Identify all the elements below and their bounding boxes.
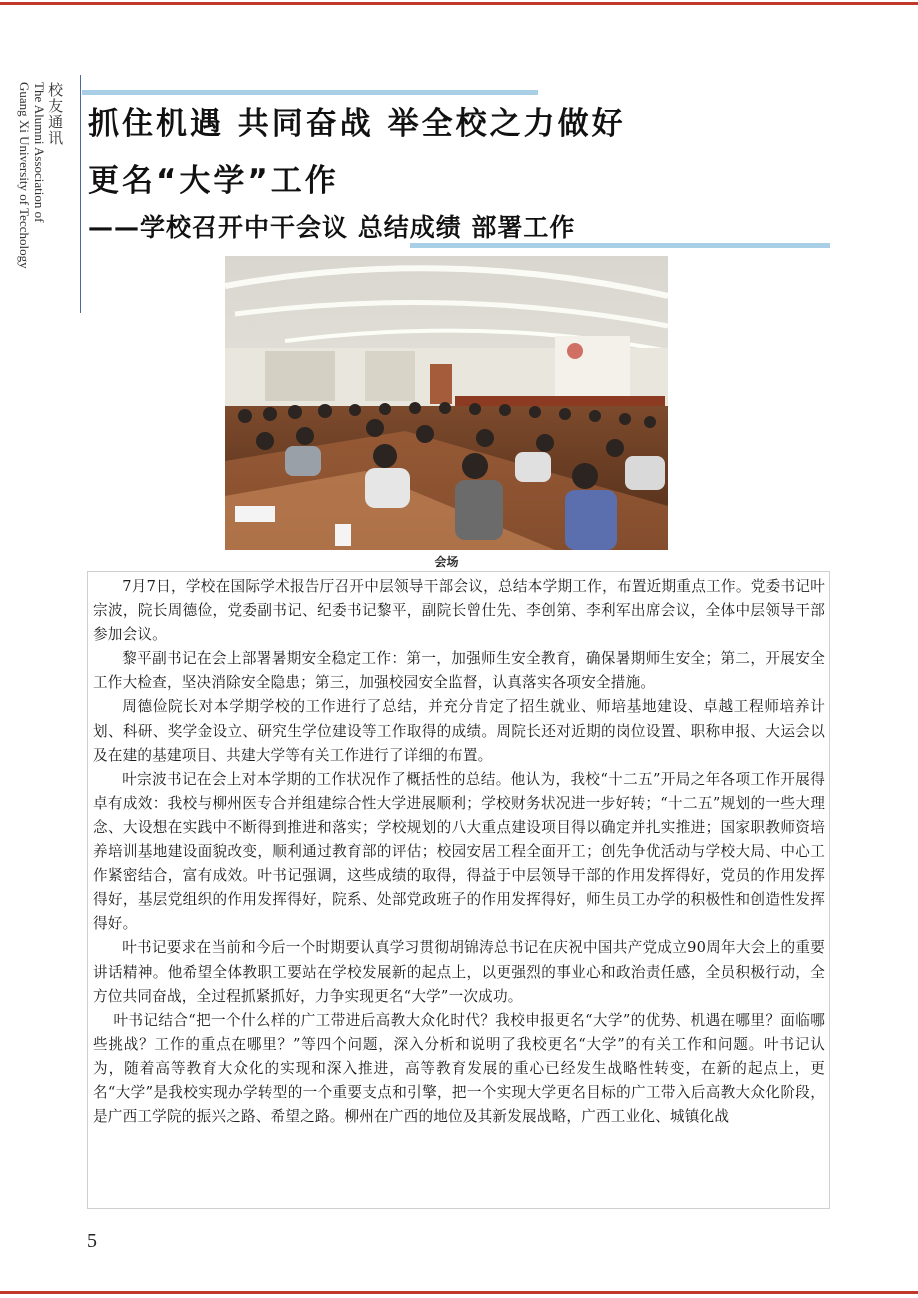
headline-line-2: 更名“大学”工作 [88,163,339,199]
article-paragraph: 叶宗波书记在会上对本学期的工作状况作了概括性的总结。他认为，我校“十二五”开局之年各项工作开展得卓有成效：我校与柳州医专合并组建综合性大学进展顺利；学校财务状况进一步好转；“十二五”规划的一些大理念、大设想在实践中不断得到推进和落实；学校规划的八大重点建设项目得以确定并扎实推进；国家职教师资培养培训基地建设面貌改变，顺利通过教育部的评估；校园安居工程全面开工；创先争优活动与学校大局、中心工作紧密结合，富有成效。叶书记强调，这些成绩的取得，得益于中层领导干部的作用发挥得好，党员的作用发挥得好，基层党组织的作用发挥得好，院系、处部党政班子的作用发挥得好，师生员工办学的积极性和创造性发挥得好。 [93,770,825,933]
meeting-hall-photo [225,256,668,550]
sidebar-divider [80,75,81,313]
headline-accent-bar-top [82,90,538,95]
top-red-rule [0,2,918,5]
article-paragraph: 黎平副书记在会上部署暑期安全稳定工作：第一，加强师生安全教育，确保暑期师生安全；第二，开展安全工作大检查，坚决消除安全隐患；第三，加强校园安全监督，认真落实各项安全措施。 [93,650,825,692]
article-body [87,571,830,1209]
page-number: 5 [87,1230,97,1252]
article-paragraph: 周德俭院长对本学期学校的工作进行了总结，并充分肯定了招生就业、师培基地建设、卓越工程师培养计划、科研、奖学金设立、研究生学位建设等工作取得的成绩。周院长还对近期的岗位设置、职称申报、大运会以及在建的基建项目、共建大学等有关工作进行了详细的布置。 [93,698,825,764]
article-paragraph: 叶书记要求在当前和今后一个时期要认真学习贯彻胡锦涛总书记在庆祝中国共产党成立90周年大会上的重要讲话精神。他希望全体教职工要站在学校发展新的起点上，以更强烈的事业心和政治责任感，全员积极行动，全方位共同奋战，全过程抓紧抓好，力争实现更名“大学”一次成功。 [93,939,825,1005]
sidebar-en-line2: Guang Xi University of Tecchology [16,82,32,269]
article-paragraph: 叶书记结合“把一个什么样的广工带进后高教大众化时代？我校申报更名“大学”的优势、机遇在哪里？面临哪些挑战？工作的重点在哪里？”等四个问题，深入分析和说明了我校更名“大学”的有关工作和问题。叶书记认为，随着高等教育大众化的实现和深入推进，高等教育发展的重心已经发生战略性转变，在新的起点上，更名“大学”是我校实现办学转型的一个重要支点和引擎，把一个实现大学更名目标的广工带入后高教大众化阶段，是广西工学院的振兴之路、希望之路。柳州在广西的地位及其新发展战略，广西工业化、城镇化战 [93,1011,825,1126]
bottom-red-rule [0,1291,918,1294]
photo-caption: 会场 [434,555,459,569]
headline-line-1: 抓住机遇 共同奋战 举全校之力做好 [88,106,626,142]
article-paragraph: 7月7日，学校在国际学术报告厅召开中层领导干部会议，总结本学期工作，布置近期重点工作。党委书记叶宗波，院长周德俭，党委副书记、纪委书记黎平，副院长曾仕先、李创第、李利军出席会议，全体中层领导干部参加会议。 [93,578,825,644]
sidebar-masthead [16,82,63,269]
sidebar-cn-title: 校友通讯 [46,82,65,146]
sidebar-en-line1: The Alumni Association of [31,82,47,223]
headline-subtitle: ——学校召开中干会议 总结成绩 部署工作 [88,213,576,242]
headline-accent-bar-bottom [410,243,830,248]
